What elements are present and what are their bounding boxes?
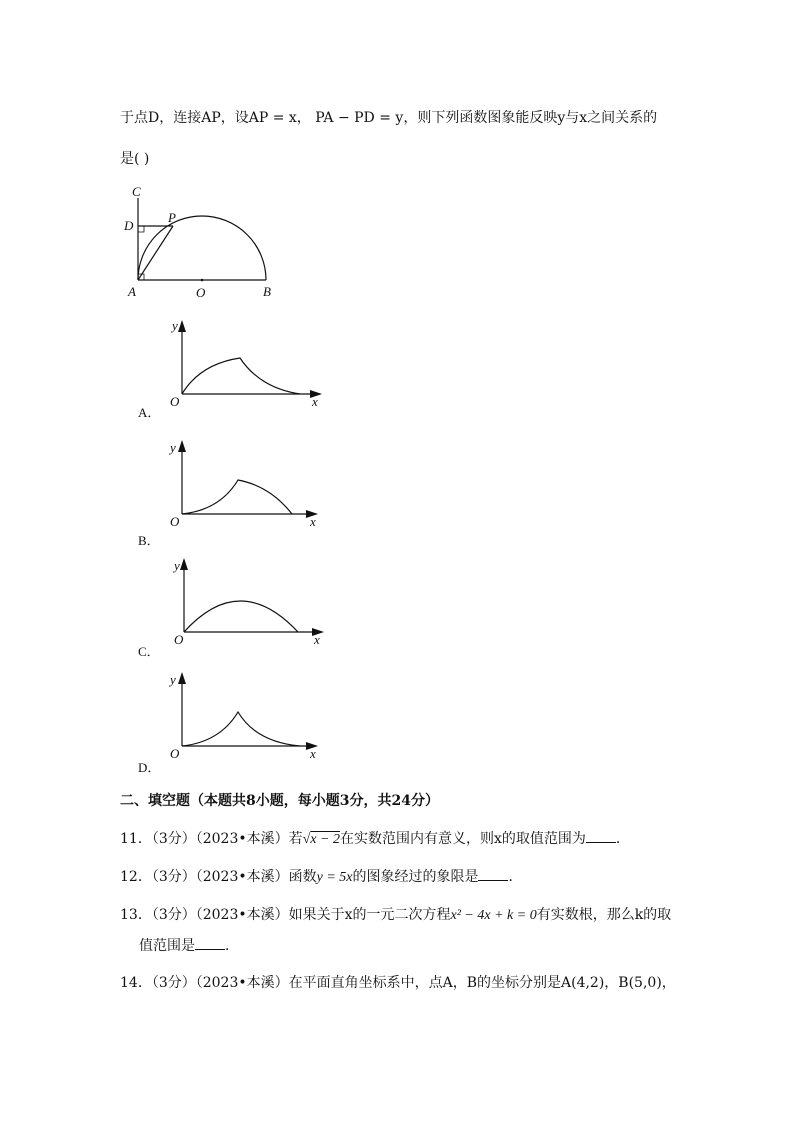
problem-text-line1: 于点D，连接AP，设AP = x， PA − PD = y，则下列函数图象能反映y与x之间关系的 xyxy=(120,110,658,126)
question-14: 14．（3分）（2023•本溪）在平面直角坐标系中，点A，B的坐标分别是A(4,2)，B(5,0)， xyxy=(120,975,676,991)
q13-prefix: 13．（3分）（2023•本溪）如果关于x的一元二次方程 xyxy=(120,907,451,923)
option-c-y-label: y xyxy=(174,558,180,573)
question-13 xyxy=(120,904,671,924)
option-a-label: A． xyxy=(138,405,161,420)
q12-prefix: 12．（3分）（2023•本溪）函数 xyxy=(120,869,317,885)
label-A: A xyxy=(128,284,136,299)
q11-prefix: 11．（3分）（2023•本溪）若 xyxy=(120,831,303,847)
label-O: O xyxy=(196,285,206,300)
option-c-origin: O xyxy=(174,632,184,647)
q13-suffix: 有实数根，那么k的取 xyxy=(536,907,672,923)
q11-radicand: x − 2 xyxy=(310,832,340,847)
option-a-x-label: x xyxy=(312,394,318,409)
option-a-graph xyxy=(160,318,330,413)
option-d-graph xyxy=(160,670,330,765)
option-d-y-label: y xyxy=(170,672,176,687)
q12-end: ． xyxy=(508,869,523,885)
q12-answer-blank[interactable] xyxy=(478,868,508,881)
q13-answer-blank[interactable] xyxy=(195,937,225,950)
q11-answer-blank[interactable] xyxy=(586,830,616,843)
label-P: P xyxy=(168,210,176,225)
option-d-origin: O xyxy=(170,746,180,761)
option-a-y-label: y xyxy=(172,318,178,333)
q12-suffix: 的图象经过的象限是 xyxy=(352,869,479,885)
label-B: B xyxy=(263,284,271,299)
option-b-origin: O xyxy=(170,514,180,529)
label-D: D xyxy=(124,218,134,233)
q11-suffix: 在实数范围内有意义，则x的取值范围为 xyxy=(339,831,586,847)
question-12 xyxy=(120,866,522,886)
option-b-y-label: y xyxy=(170,440,176,455)
q11-radical: √x − 2 xyxy=(302,832,340,847)
label-C: C xyxy=(132,184,141,199)
option-a-origin: O xyxy=(170,394,180,409)
section-heading: 二、填空题（本题共8小题，每小题3分，共24分） xyxy=(120,793,439,809)
option-c-x-label: x xyxy=(314,632,320,647)
option-b-label: B． xyxy=(138,533,160,548)
q13-line2: 值范围是 xyxy=(139,938,195,954)
q13-end: ． xyxy=(225,938,239,954)
option-b-graph xyxy=(160,438,330,533)
option-d-x-label: x xyxy=(310,746,316,761)
q11-end: ． xyxy=(615,831,630,847)
q13-expr: x² − 4x + k = 0 xyxy=(450,908,537,923)
problem-text-line2: 是( ) xyxy=(120,151,150,167)
question-11 xyxy=(120,828,630,848)
option-c-graph xyxy=(162,556,332,651)
option-c-label: C． xyxy=(138,644,160,659)
semicircle-figure xyxy=(118,184,288,304)
question-13-cont xyxy=(139,935,239,955)
option-b-x-label: x xyxy=(310,514,316,529)
q12-expr: y = 5x xyxy=(316,870,353,885)
option-d-label: D． xyxy=(138,760,161,775)
